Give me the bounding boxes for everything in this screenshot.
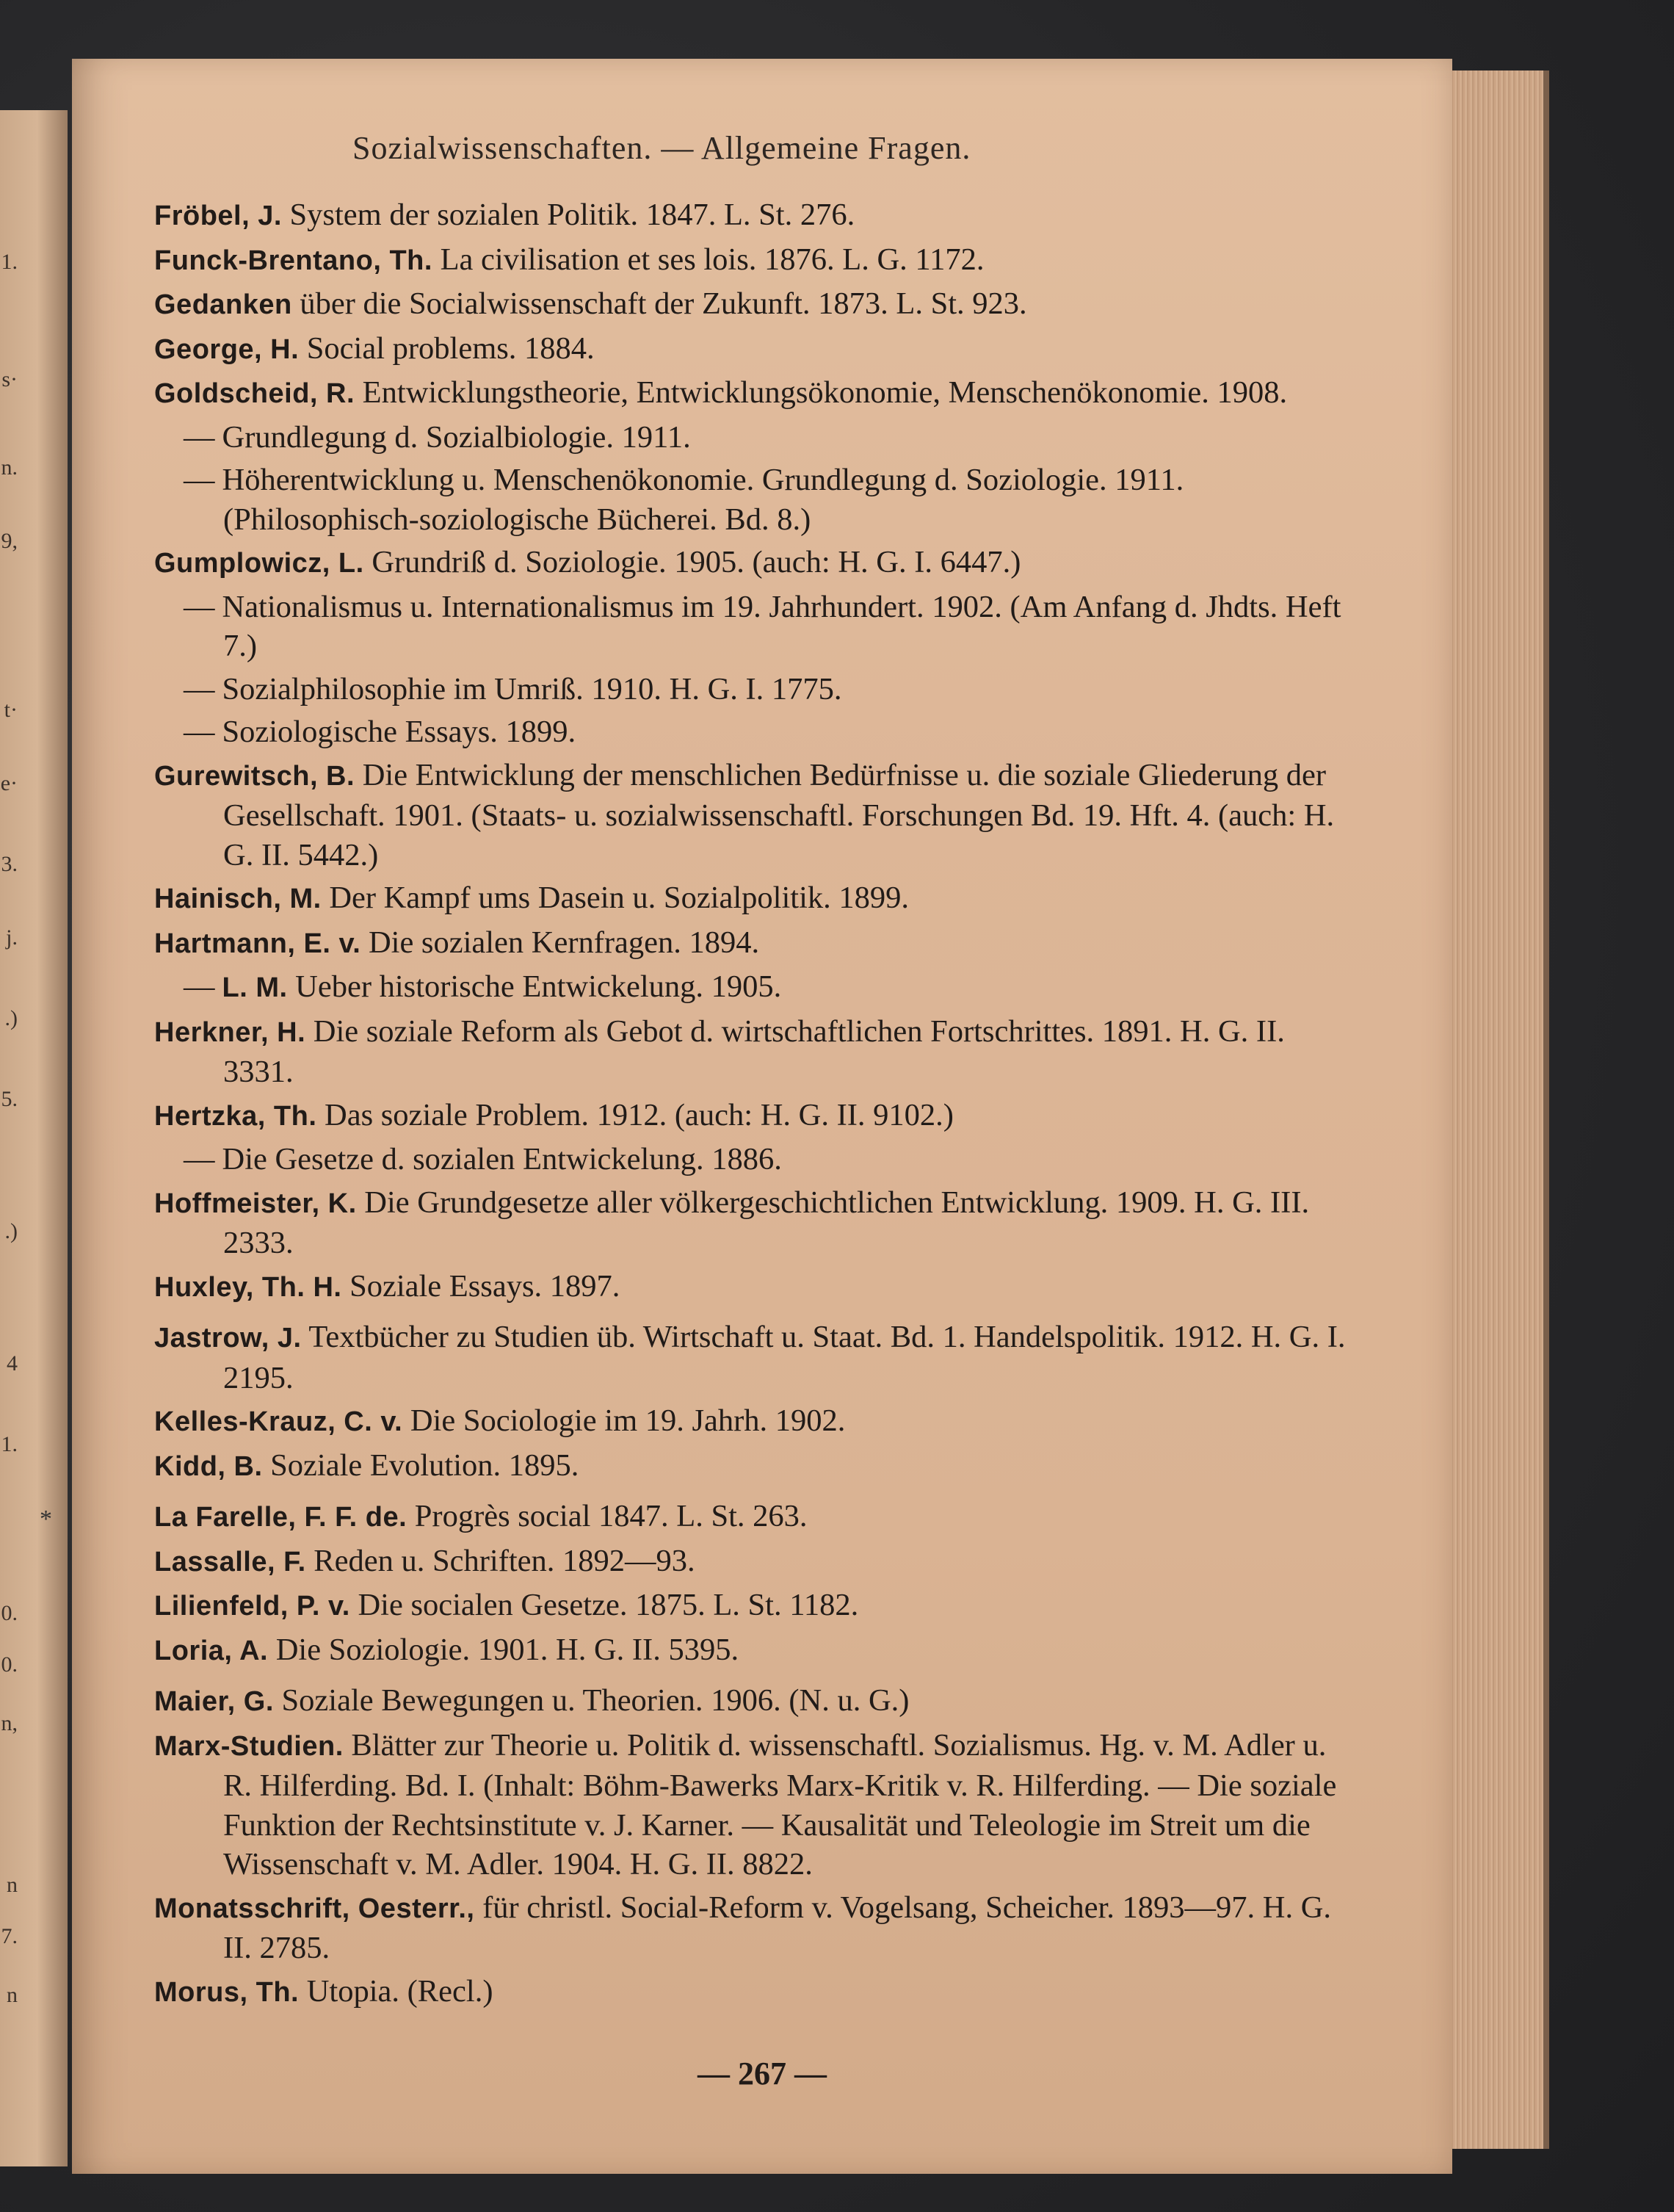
entry-text: Progrès social 1847. L. St. 263. (414, 1499, 808, 1533)
facing-page-fragment: s· (1, 367, 18, 391)
facing-page-fragment: t· (4, 698, 18, 722)
entry-author: Hertzka, Th. (154, 1100, 317, 1132)
facing-page-fragment: n. (1, 455, 18, 480)
bibliography-list (154, 195, 1358, 2016)
facing-page-fragment: .) (4, 1006, 18, 1030)
entry-author: Huxley, Th. H. (154, 1271, 342, 1303)
entry-author: Kelles-Krauz, C. v. (154, 1406, 403, 1437)
entry-author: Funck-Brentano, Th. (154, 245, 432, 276)
entry-text: System der sozialen Politik. 1847. L. St. 276. (289, 198, 855, 232)
bibliography-entry (154, 1681, 1358, 1722)
entry-author: Herkner, H. (154, 1016, 306, 1048)
entry-text: Die sozialen Kernfragen. 1894. (368, 925, 760, 960)
ditto-dash: — (184, 671, 215, 706)
entry-text: Entwicklungstheorie, Entwicklungsökonomie, Menschenökonomie. 1908. (362, 375, 1288, 410)
ditto-dash: — (184, 715, 215, 749)
facing-page-fragment: 1. (1, 1432, 18, 1456)
bibliography-entry (154, 1630, 1358, 1671)
entry-text: Die Grundgesetze aller völkergeschichtlichen Entwicklung. 1909. H. G. III. 2333. (223, 1185, 1310, 1260)
entry-text: Grundriß d. Soziologie. 1905. (auch: H. G. I. 6447.) (372, 545, 1021, 579)
bibliography-entry (154, 923, 1358, 964)
ditto-dash: — (184, 1142, 215, 1177)
bibliography-entry (154, 1012, 1358, 1092)
entry-text: Blätter zur Theorie u. Politik d. wissenschaftl. Sozialismus. Hg. v. M. Adler u. R. Hilferding. Bd. I. (Inhalt: Böhm-Bawerks Marx-Kritik v. R. Hilferding. — Die soziale Funktion der Rechtsinstitute v. J. Karner. — Kausalität und Teleologie im Streit um die Wissenschaft v. M. Adler. 1904. H. G. II. 8822. (223, 1727, 1337, 1882)
entry-text: Soziologische Essays. 1899. (222, 715, 576, 749)
facing-page-fragment: 4 (7, 1351, 18, 1376)
entry-author: Gedanken (154, 289, 292, 320)
entry-author: L. M. (222, 972, 288, 1003)
entry-text: Soziale Evolution. 1895. (270, 1447, 579, 1483)
bibliography-entry (154, 240, 1358, 281)
facing-page-fragment: j. (6, 925, 18, 950)
entry-text: Die socialen Gesetze. 1875. L. St. 1182. (358, 1588, 859, 1622)
bibliography-entry (154, 329, 1358, 370)
entry-author: Hartmann, E. v. (154, 928, 361, 959)
entry-text: Die Gesetze d. sozialen Entwickelung. 1886. (222, 1142, 782, 1177)
bibliography-entry (154, 1497, 1358, 1538)
entry-text: Textbücher zu Studien üb. Wirtschaft u. Staat. Bd. 1. Handelspolitik. 1912. H. G. I. 2195. (223, 1320, 1346, 1395)
bibliography-entry (154, 1140, 1358, 1179)
entry-text: für christl. Social-Reform v. Vogelsang, Scheicher. 1893—97. H. G. II. 2785. (223, 1890, 1332, 1965)
entry-author: Hainisch, M. (154, 883, 322, 914)
facing-page-fragment: .) (4, 1219, 18, 1243)
bibliography-entry (154, 712, 1358, 752)
facing-page-fragment: n (7, 1983, 18, 2007)
bibliography-entry (154, 1267, 1358, 1308)
bibliography-entry (154, 543, 1358, 584)
bibliography-entry (154, 418, 1358, 458)
entry-author: Morus, Th. (154, 1976, 300, 2008)
entry-author: Gumplowicz, L. (154, 548, 364, 579)
facing-page-fragment: 3. (1, 852, 18, 876)
entry-text: Der Kampf ums Dasein u. Sozialpolitik. 1899. (329, 881, 910, 915)
entry-text: Sozialphilosophie im Umriß. 1910. H. G. I. 1775. (222, 671, 842, 706)
bibliography-entry (154, 373, 1358, 414)
entry-author: La Farelle, F. F. de. (154, 1502, 407, 1533)
book-page (72, 59, 1452, 2174)
bibliography-entry (154, 1888, 1358, 1968)
entry-text: Utopia. (Recl.) (306, 1973, 493, 2009)
entry-author: Hoffmeister, K. (154, 1188, 357, 1219)
facing-page-fragment: 0. (1, 1652, 18, 1677)
entry-text: Grundlegung d. Sozialbiologie. 1911. (222, 419, 691, 455)
entry-author: Goldscheid, R. (154, 378, 355, 409)
entry-author: Lassalle, F. (154, 1546, 306, 1577)
bibliography-entry (154, 878, 1358, 919)
entry-text: Ueber historische Entwickelung. 1905. (295, 969, 782, 1004)
facing-page-fragment: n (7, 1873, 18, 1897)
entry-text: Die soziale Reform als Gebot d. wirtschaftlichen Fortschrittes. 1891. H. G. II. 3331. (223, 1013, 1285, 1089)
entry-text: Soziale Bewegungen u. Theorien. 1906. (N. u. G.) (281, 1683, 910, 1718)
facing-page-fragment: 0. (1, 1601, 18, 1625)
entry-author: Fröbel, J. (154, 200, 282, 231)
bibliography-entry (154, 588, 1358, 666)
ditto-dash: — (184, 969, 215, 1004)
running-head: Sozialwissenschaften. — Allgemeine Fragen. (352, 130, 971, 166)
entry-author: George, H. (154, 333, 300, 365)
margin-mark: * (40, 1506, 52, 1533)
bibliography-entry (154, 1318, 1358, 1398)
entry-text: Social problems. 1884. (306, 330, 595, 366)
facing-page-fragment: 1. (1, 250, 18, 274)
bibliography-entry (154, 1541, 1358, 1583)
entry-author: Monatsschrift, Oesterr., (154, 1893, 475, 1924)
facing-page-fragment: n, (1, 1711, 18, 1735)
entry-text: Soziale Essays. 1897. (349, 1268, 620, 1304)
entry-author: Jastrow, J. (154, 1323, 302, 1353)
entry-author: Gurewitsch, B. (154, 760, 355, 792)
entry-author: Loria, A. (154, 1635, 269, 1666)
bibliography-entry (154, 756, 1358, 875)
bibliography-entry (154, 670, 1358, 709)
entry-author: Marx-Studien. (154, 1730, 344, 1762)
ditto-dash: — (184, 463, 215, 497)
facing-page-fragment: e· (0, 771, 18, 795)
bibliography-entry (154, 284, 1358, 325)
entry-text: Das soziale Problem. 1912. (auch: H. G. II. 9102.) (325, 1097, 954, 1132)
facing-page-fragment: 9, (1, 529, 18, 553)
entry-text: Die Sociologie im 19. Jahrh. 1902. (410, 1403, 846, 1438)
entry-author: Kidd, B. (154, 1450, 263, 1482)
bibliography-entry (154, 195, 1358, 236)
entry-text: Reden u. Schriften. 1892—93. (314, 1543, 695, 1578)
previous-page-edge (0, 110, 68, 2166)
bibliography-entry (154, 1586, 1358, 1627)
entry-text: Nationalismus u. Internationalismus im 19. Jahrhundert. 1902. (Am Anfang d. Jhdts. Heft 7.) (222, 589, 1341, 663)
entry-text: Höherentwicklung u. Menschenökonomie. Grundlegung d. Soziologie. 1911. (Philosophisch-soziologische Bücherei. Bd. 8.) (222, 463, 1184, 537)
entry-author: Maier, G. (154, 1686, 274, 1717)
entry-text: La civilisation et ses lois. 1876. L. G. 1172. (440, 242, 985, 277)
facing-page-fragment: 5. (1, 1087, 18, 1111)
ditto-dash: — (184, 589, 215, 624)
bibliography-entry (154, 1401, 1358, 1442)
bibliography-entry (154, 1183, 1358, 1263)
bibliography-entry (154, 967, 1358, 1008)
ditto-dash: — (184, 419, 215, 455)
entry-text: Die Entwicklung der menschlichen Bedürfnisse u. die soziale Gliederung der Gesellschaft. 1901. (Staats- u. sozialwissenschaftl. Forschungen Bd. 19. Hft. 4. (auch: H. G. II. 5442.) (223, 757, 1335, 872)
entry-text: Die Soziologie. 1901. H. G. II. 5395. (275, 1632, 739, 1667)
bibliography-entry (154, 1972, 1358, 2013)
bibliography-entry (154, 1096, 1358, 1137)
page-number: — 267 — (698, 2056, 827, 2092)
bibliography-entry (154, 1446, 1358, 1487)
bibliography-entry (154, 460, 1358, 539)
entry-author: Lilienfeld, P. v. (154, 1591, 350, 1622)
entry-text: über die Socialwissenschaft der Zukunft. 1873. L. St. 923. (300, 286, 1027, 321)
bibliography-entry (154, 1726, 1358, 1884)
facing-page-fragment: 7. (1, 1924, 18, 1948)
